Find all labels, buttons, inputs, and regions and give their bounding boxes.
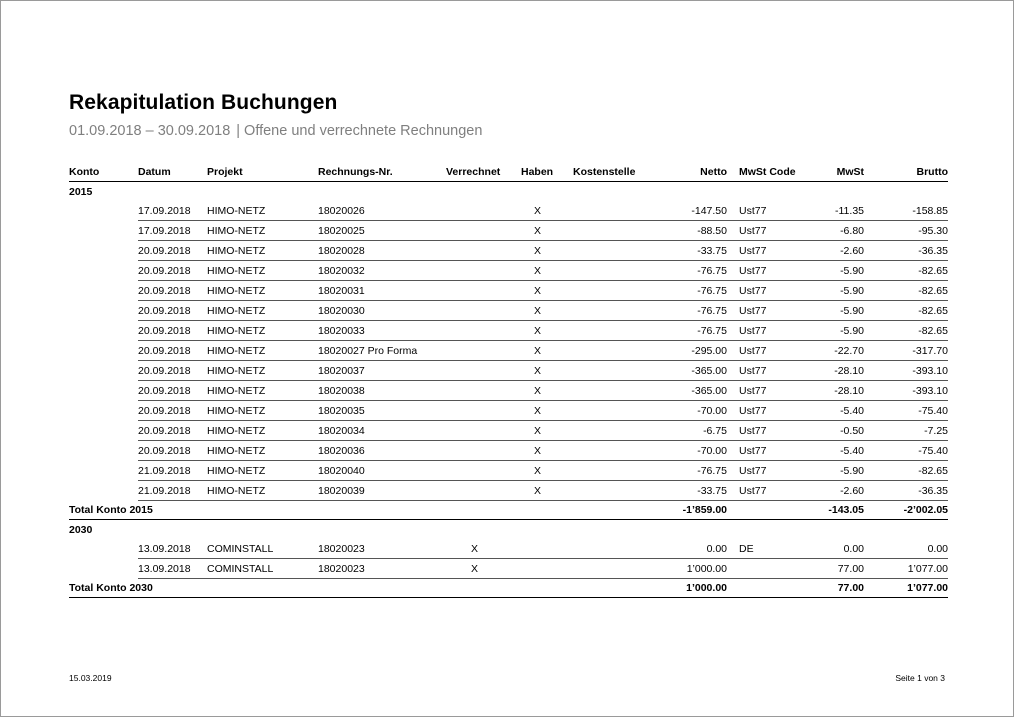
cell-mwst-code: Ust77 bbox=[727, 441, 809, 461]
total-netto: 1’000.00 bbox=[665, 579, 727, 598]
cell-verrechnet bbox=[446, 281, 521, 301]
cell-konto-empty bbox=[69, 461, 138, 481]
cell-projekt: HIMO-NETZ bbox=[207, 301, 318, 321]
table-row bbox=[69, 361, 948, 381]
col-header-rechnung: Rechnungs-Nr. bbox=[318, 162, 446, 182]
table-header-row bbox=[69, 162, 948, 182]
cell-datum: 20.09.2018 bbox=[138, 421, 207, 441]
cell-mwst-code: Ust77 bbox=[727, 261, 809, 281]
col-header-verrechnet: Verrechnet bbox=[446, 162, 521, 182]
total-row bbox=[69, 579, 948, 598]
cell-verrechnet bbox=[446, 461, 521, 481]
cell-kostenstelle bbox=[573, 481, 665, 501]
cell-brutto: -393.10 bbox=[864, 361, 948, 381]
cell-projekt: COMINSTALL bbox=[207, 559, 318, 579]
cell-rechnung: 18020035 bbox=[318, 401, 446, 421]
table-row bbox=[69, 539, 948, 559]
col-header-konto: Konto bbox=[69, 162, 138, 182]
cell-datum: 17.09.2018 bbox=[138, 201, 207, 221]
cell-kostenstelle bbox=[573, 441, 665, 461]
cell-mwst: -2.60 bbox=[809, 481, 864, 501]
cell-mwst-code: Ust77 bbox=[727, 401, 809, 421]
table-row bbox=[69, 241, 948, 261]
col-header-brutto: Brutto bbox=[864, 162, 948, 182]
cell-haben bbox=[521, 539, 573, 559]
cell-haben: X bbox=[521, 241, 573, 261]
cell-verrechnet bbox=[446, 341, 521, 361]
cell-konto-empty bbox=[69, 221, 138, 241]
cell-kostenstelle bbox=[573, 201, 665, 221]
cell-brutto: -82.65 bbox=[864, 261, 948, 281]
report-description: Offene und verrechnete Rechnungen bbox=[244, 123, 483, 139]
cell-netto: -147.50 bbox=[665, 201, 727, 221]
total-mwst-code-empty bbox=[727, 501, 809, 520]
cell-mwst-code: Ust77 bbox=[727, 301, 809, 321]
cell-konto-empty bbox=[69, 261, 138, 281]
cell-haben: X bbox=[521, 381, 573, 401]
cell-projekt: HIMO-NETZ bbox=[207, 281, 318, 301]
cell-haben: X bbox=[521, 461, 573, 481]
cell-mwst-code bbox=[727, 559, 809, 579]
cell-verrechnet bbox=[446, 261, 521, 281]
cell-haben: X bbox=[521, 301, 573, 321]
cell-mwst: -28.10 bbox=[809, 361, 864, 381]
cell-brutto: -82.65 bbox=[864, 321, 948, 341]
cell-rechnung: 18020030 bbox=[318, 301, 446, 321]
cell-rechnung: 18020038 bbox=[318, 381, 446, 401]
cell-haben: X bbox=[521, 341, 573, 361]
total-row bbox=[69, 501, 948, 520]
cell-haben bbox=[521, 559, 573, 579]
cell-mwst: 0.00 bbox=[809, 539, 864, 559]
col-header-mwst-code: MwSt Code bbox=[727, 162, 809, 182]
cell-mwst-code: Ust77 bbox=[727, 461, 809, 481]
table-row bbox=[69, 461, 948, 481]
cell-rechnung: 18020028 bbox=[318, 241, 446, 261]
cell-datum: 20.09.2018 bbox=[138, 241, 207, 261]
cell-kostenstelle bbox=[573, 221, 665, 241]
cell-rechnung: 18020031 bbox=[318, 281, 446, 301]
cell-datum: 20.09.2018 bbox=[138, 401, 207, 421]
table-row bbox=[69, 401, 948, 421]
cell-verrechnet bbox=[446, 201, 521, 221]
cell-mwst: -11.35 bbox=[809, 201, 864, 221]
cell-brutto: -36.35 bbox=[864, 241, 948, 261]
cell-rechnung: 18020026 bbox=[318, 201, 446, 221]
cell-projekt: HIMO-NETZ bbox=[207, 481, 318, 501]
cell-projekt: HIMO-NETZ bbox=[207, 241, 318, 261]
cell-kostenstelle bbox=[573, 301, 665, 321]
col-header-kostenstelle: Kostenstelle bbox=[573, 162, 665, 182]
cell-projekt: HIMO-NETZ bbox=[207, 401, 318, 421]
cell-verrechnet: X bbox=[446, 559, 521, 579]
cell-kostenstelle bbox=[573, 341, 665, 361]
cell-konto-empty bbox=[69, 321, 138, 341]
report-period: 01.09.2018 – 30.09.2018 bbox=[69, 123, 231, 139]
cell-projekt: HIMO-NETZ bbox=[207, 221, 318, 241]
cell-verrechnet bbox=[446, 421, 521, 441]
cell-brutto: -75.40 bbox=[864, 401, 948, 421]
cell-mwst: -2.60 bbox=[809, 241, 864, 261]
cell-verrechnet: X bbox=[446, 539, 521, 559]
cell-mwst: -28.10 bbox=[809, 381, 864, 401]
cell-mwst-code: Ust77 bbox=[727, 321, 809, 341]
cell-netto: -76.75 bbox=[665, 261, 727, 281]
table-row bbox=[69, 421, 948, 441]
table-row bbox=[69, 381, 948, 401]
cell-rechnung: 18020037 bbox=[318, 361, 446, 381]
total-brutto: -2’002.05 bbox=[864, 501, 948, 520]
cell-mwst-code: Ust77 bbox=[727, 361, 809, 381]
cell-mwst: -0.50 bbox=[809, 421, 864, 441]
cell-netto: -70.00 bbox=[665, 401, 727, 421]
cell-rechnung: 18020032 bbox=[318, 261, 446, 281]
cell-brutto: 0.00 bbox=[864, 539, 948, 559]
group-konto-label: 2030 bbox=[69, 523, 93, 536]
cell-datum: 17.09.2018 bbox=[138, 221, 207, 241]
cell-rechnung: 18020039 bbox=[318, 481, 446, 501]
cell-mwst: -5.40 bbox=[809, 401, 864, 421]
cell-datum: 13.09.2018 bbox=[138, 539, 207, 559]
cell-datum: 20.09.2018 bbox=[138, 341, 207, 361]
cell-verrechnet bbox=[446, 381, 521, 401]
cell-rechnung: 18020023 bbox=[318, 539, 446, 559]
cell-haben: X bbox=[521, 321, 573, 341]
total-netto: -1’859.00 bbox=[665, 501, 727, 520]
cell-kostenstelle bbox=[573, 321, 665, 341]
cell-mwst: -6.80 bbox=[809, 221, 864, 241]
cell-konto-empty bbox=[69, 281, 138, 301]
cell-rechnung: 18020025 bbox=[318, 221, 446, 241]
cell-verrechnet bbox=[446, 321, 521, 341]
cell-konto-empty bbox=[69, 241, 138, 261]
cell-kostenstelle bbox=[573, 461, 665, 481]
cell-brutto: -75.40 bbox=[864, 441, 948, 461]
cell-mwst: 77.00 bbox=[809, 559, 864, 579]
cell-datum: 20.09.2018 bbox=[138, 441, 207, 461]
cell-datum: 20.09.2018 bbox=[138, 261, 207, 281]
cell-brutto: -36.35 bbox=[864, 481, 948, 501]
cell-mwst: -5.90 bbox=[809, 261, 864, 281]
report-title: Rekapitulation Buchungen bbox=[69, 91, 338, 114]
cell-verrechnet bbox=[446, 221, 521, 241]
table-row bbox=[69, 481, 948, 501]
cell-konto-empty bbox=[69, 401, 138, 421]
cell-mwst: -5.40 bbox=[809, 441, 864, 461]
cell-verrechnet bbox=[446, 241, 521, 261]
cell-datum: 20.09.2018 bbox=[138, 281, 207, 301]
cell-rechnung: 18020036 bbox=[318, 441, 446, 461]
bookings-table bbox=[69, 162, 948, 598]
cell-netto: -295.00 bbox=[665, 341, 727, 361]
cell-mwst: -5.90 bbox=[809, 461, 864, 481]
cell-mwst-code: Ust77 bbox=[727, 381, 809, 401]
cell-brutto: -158.85 bbox=[864, 201, 948, 221]
cell-netto: 1’000.00 bbox=[665, 559, 727, 579]
cell-datum: 21.09.2018 bbox=[138, 461, 207, 481]
cell-projekt: HIMO-NETZ bbox=[207, 261, 318, 281]
cell-haben: X bbox=[521, 261, 573, 281]
cell-datum: 21.09.2018 bbox=[138, 481, 207, 501]
cell-projekt: COMINSTALL bbox=[207, 539, 318, 559]
group-header-row bbox=[69, 182, 948, 202]
cell-kostenstelle bbox=[573, 361, 665, 381]
cell-verrechnet bbox=[446, 301, 521, 321]
cell-projekt: HIMO-NETZ bbox=[207, 341, 318, 361]
total-label: Total Konto 2015 bbox=[69, 501, 665, 520]
cell-projekt: HIMO-NETZ bbox=[207, 441, 318, 461]
group-konto-label: 2015 bbox=[69, 185, 93, 198]
cell-mwst-code: Ust77 bbox=[727, 201, 809, 221]
cell-brutto: -317.70 bbox=[864, 341, 948, 361]
group-header-row bbox=[69, 520, 948, 540]
cell-haben: X bbox=[521, 481, 573, 501]
cell-datum: 13.09.2018 bbox=[138, 559, 207, 579]
cell-konto-empty bbox=[69, 361, 138, 381]
cell-verrechnet bbox=[446, 361, 521, 381]
cell-verrechnet bbox=[446, 401, 521, 421]
cell-netto: -76.75 bbox=[665, 301, 727, 321]
footer-date: 15.03.2019 bbox=[69, 673, 112, 683]
cell-datum: 20.09.2018 bbox=[138, 361, 207, 381]
cell-kostenstelle bbox=[573, 421, 665, 441]
col-header-datum: Datum bbox=[138, 162, 207, 182]
cell-konto-empty bbox=[69, 341, 138, 361]
cell-rechnung: 18020040 bbox=[318, 461, 446, 481]
cell-datum: 20.09.2018 bbox=[138, 381, 207, 401]
cell-brutto: -82.65 bbox=[864, 461, 948, 481]
footer-page-number: Seite 1 von 3 bbox=[895, 673, 945, 683]
table-row bbox=[69, 321, 948, 341]
table-row bbox=[69, 341, 948, 361]
cell-mwst-code: Ust77 bbox=[727, 281, 809, 301]
col-header-haben: Haben bbox=[521, 162, 573, 182]
cell-kostenstelle bbox=[573, 281, 665, 301]
total-mwst: -143.05 bbox=[809, 501, 864, 520]
cell-netto: -365.00 bbox=[665, 381, 727, 401]
cell-verrechnet bbox=[446, 481, 521, 501]
total-label: Total Konto 2030 bbox=[69, 579, 665, 598]
total-mwst: 77.00 bbox=[809, 579, 864, 598]
cell-mwst-code: Ust77 bbox=[727, 481, 809, 501]
table-row bbox=[69, 559, 948, 579]
cell-haben: X bbox=[521, 201, 573, 221]
total-brutto: 1’077.00 bbox=[864, 579, 948, 598]
cell-kostenstelle bbox=[573, 241, 665, 261]
cell-konto-empty bbox=[69, 481, 138, 501]
cell-netto: -76.75 bbox=[665, 321, 727, 341]
cell-netto: -365.00 bbox=[665, 361, 727, 381]
cell-rechnung: 18020027 Pro Forma bbox=[318, 341, 446, 361]
table-row bbox=[69, 261, 948, 281]
cell-brutto: -393.10 bbox=[864, 381, 948, 401]
cell-konto-empty bbox=[69, 441, 138, 461]
table-row bbox=[69, 201, 948, 221]
cell-netto: -76.75 bbox=[665, 461, 727, 481]
table-row bbox=[69, 221, 948, 241]
cell-netto: -88.50 bbox=[665, 221, 727, 241]
cell-mwst: -5.90 bbox=[809, 321, 864, 341]
cell-mwst: -5.90 bbox=[809, 301, 864, 321]
cell-projekt: HIMO-NETZ bbox=[207, 461, 318, 481]
cell-mwst: -22.70 bbox=[809, 341, 864, 361]
cell-haben: X bbox=[521, 361, 573, 381]
cell-netto: -33.75 bbox=[665, 481, 727, 501]
table-row bbox=[69, 441, 948, 461]
cell-brutto: -7.25 bbox=[864, 421, 948, 441]
cell-verrechnet bbox=[446, 441, 521, 461]
cell-konto-empty bbox=[69, 301, 138, 321]
cell-projekt: HIMO-NETZ bbox=[207, 361, 318, 381]
cell-netto: -76.75 bbox=[665, 281, 727, 301]
cell-mwst-code: Ust77 bbox=[727, 421, 809, 441]
cell-netto: -33.75 bbox=[665, 241, 727, 261]
cell-netto: 0.00 bbox=[665, 539, 727, 559]
cell-projekt: HIMO-NETZ bbox=[207, 201, 318, 221]
cell-projekt: HIMO-NETZ bbox=[207, 321, 318, 341]
table-row bbox=[69, 301, 948, 321]
total-mwst-code-empty bbox=[727, 579, 809, 598]
cell-kostenstelle bbox=[573, 261, 665, 281]
table-body bbox=[69, 182, 948, 598]
subtitle-separator: | bbox=[236, 123, 241, 139]
cell-konto-empty bbox=[69, 421, 138, 441]
cell-datum: 20.09.2018 bbox=[138, 301, 207, 321]
cell-rechnung: 18020033 bbox=[318, 321, 446, 341]
cell-mwst-code: Ust77 bbox=[727, 241, 809, 261]
cell-haben: X bbox=[521, 441, 573, 461]
cell-kostenstelle bbox=[573, 381, 665, 401]
col-header-projekt: Projekt bbox=[207, 162, 318, 182]
cell-konto-empty bbox=[69, 539, 138, 559]
table-row bbox=[69, 281, 948, 301]
cell-mwst-code: Ust77 bbox=[727, 341, 809, 361]
cell-haben: X bbox=[521, 421, 573, 441]
cell-brutto: -82.65 bbox=[864, 281, 948, 301]
cell-haben: X bbox=[521, 221, 573, 241]
cell-netto: -70.00 bbox=[665, 441, 727, 461]
cell-kostenstelle bbox=[573, 539, 665, 559]
cell-brutto: 1’077.00 bbox=[864, 559, 948, 579]
cell-haben: X bbox=[521, 281, 573, 301]
cell-kostenstelle bbox=[573, 559, 665, 579]
cell-mwst: -5.90 bbox=[809, 281, 864, 301]
cell-brutto: -95.30 bbox=[864, 221, 948, 241]
col-header-mwst: MwSt bbox=[809, 162, 864, 182]
cell-konto-empty bbox=[69, 201, 138, 221]
cell-projekt: HIMO-NETZ bbox=[207, 381, 318, 401]
cell-projekt: HIMO-NETZ bbox=[207, 421, 318, 441]
cell-mwst-code: Ust77 bbox=[727, 221, 809, 241]
cell-rechnung: 18020023 bbox=[318, 559, 446, 579]
col-header-netto: Netto bbox=[665, 162, 727, 182]
cell-kostenstelle bbox=[573, 401, 665, 421]
cell-brutto: -82.65 bbox=[864, 301, 948, 321]
cell-haben: X bbox=[521, 401, 573, 421]
cell-datum: 20.09.2018 bbox=[138, 321, 207, 341]
cell-konto-empty bbox=[69, 559, 138, 579]
report-subtitle bbox=[69, 123, 482, 139]
cell-rechnung: 18020034 bbox=[318, 421, 446, 441]
cell-mwst-code: DE bbox=[727, 539, 809, 559]
cell-konto-empty bbox=[69, 381, 138, 401]
cell-netto: -6.75 bbox=[665, 421, 727, 441]
